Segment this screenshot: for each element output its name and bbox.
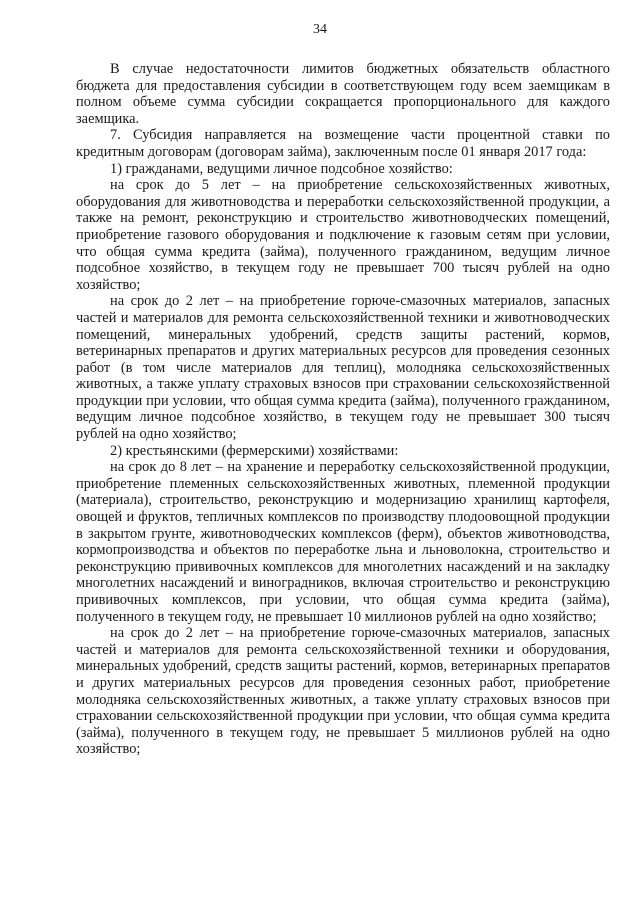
paragraph-subitem-1: 1) гражданами, ведущими личное подсобное хозяйство: xyxy=(110,160,453,177)
page-number: 34 xyxy=(313,22,327,37)
paragraph-8-year-term: на срок до 8 лет – на хранение и переработку сельскохозяйственной продукции, приобретение племенных сельскохозяйственных животных, племенной продукции (материала), строительство, реконструкцию и модернизацию хранилищ картофеля, овощей и фруктов, тепличных комплексов по производству плодоовощной продукции в закрытом грунте, животноводческих комплексов (ферм), объектов животноводства, кормопроизводства и объектов по переработке льна и льноволокна, строительство и реконструкцию прививочных комплексов для многолетних насаждений и на закладку многолетних насаждений и виноградников, включая строительство и реконструкцию прививочных комплексов, при условии, что общая сумма кредита (займа), полученного в текущем году, не превышает 10 миллионов рублей на одно хозяйство; xyxy=(76,459,610,625)
paragraph-item-7: 7. Субсидия направляется на возмещение части процентной ставки по кредитным договорам (договорам займа), заключенным после 01 января 2017 года: xyxy=(76,127,610,160)
paragraph-2-year-term-farm: на срок до 2 лет – на приобретение горюче-смазочных материалов, запасных частей и материалов для ремонта сельскохозяйственной техники и оборудования, минеральных удобрений, средств защиты растений, кормов, ветеринарных препаратов и других материальных ресурсов для проведения сезонных работ, приобретение молодняка сельскохозяйственных животных, а также уплату страховых взносов при страховании сельскохозяйственной продукции при условии, что общая сумма кредита (займа), полученного в текущем году, не превышает 5 миллионов рублей на одно хозяйство; xyxy=(76,625,610,758)
paragraph-2-year-term-household: на срок до 2 лет – на приобретение горюче-смазочных материалов, запасных частей и материалов для ремонта сельскохозяйственной техники и животноводческих помещений, минеральных удобрений, средств защиты растений, кормов, ветеринарных препаратов и других материальных ресурсов для проведения сезонных работ (в том числе материалов для теплиц), молодняка сельскохозяйственных животных, а также уплату страховых взносов при страховании сельскохозяйственной продукции при условии, что общая сумма кредита (займа), полученного гражданином, ведущим личное подсобное хозяйство, в текущем году не превышает 300 тысяч рублей на одно хозяйство; xyxy=(76,293,610,443)
paragraph-subitem-2: 2) крестьянскими (фермерскими) хозяйствами: xyxy=(110,442,399,459)
paragraph-subsidy-reduction: В случае недостаточности лимитов бюджетных обязательств областного бюджета для предоставления субсидии в соответствующем году всем заемщикам в полном объеме сумма субсидии сокращается пропорционального для каждого заемщика. xyxy=(76,61,610,127)
paragraph-5-year-term: на срок до 5 лет – на приобретение сельскохозяйственных животных, оборудования для животноводства и переработки сельскохозяйственной продукции, а также на ремонт, реконструкцию и строительство животноводческих помещений, приобретение газового оборудования и подключение к газовым сетям при условии, что общая сумма кредита (займа), полученного гражданином, ведущим личное подсобное хозяйство, в текущем году не превышает 700 тысяч рублей на одно хозяйство; xyxy=(76,177,610,293)
document-body xyxy=(76,61,610,758)
